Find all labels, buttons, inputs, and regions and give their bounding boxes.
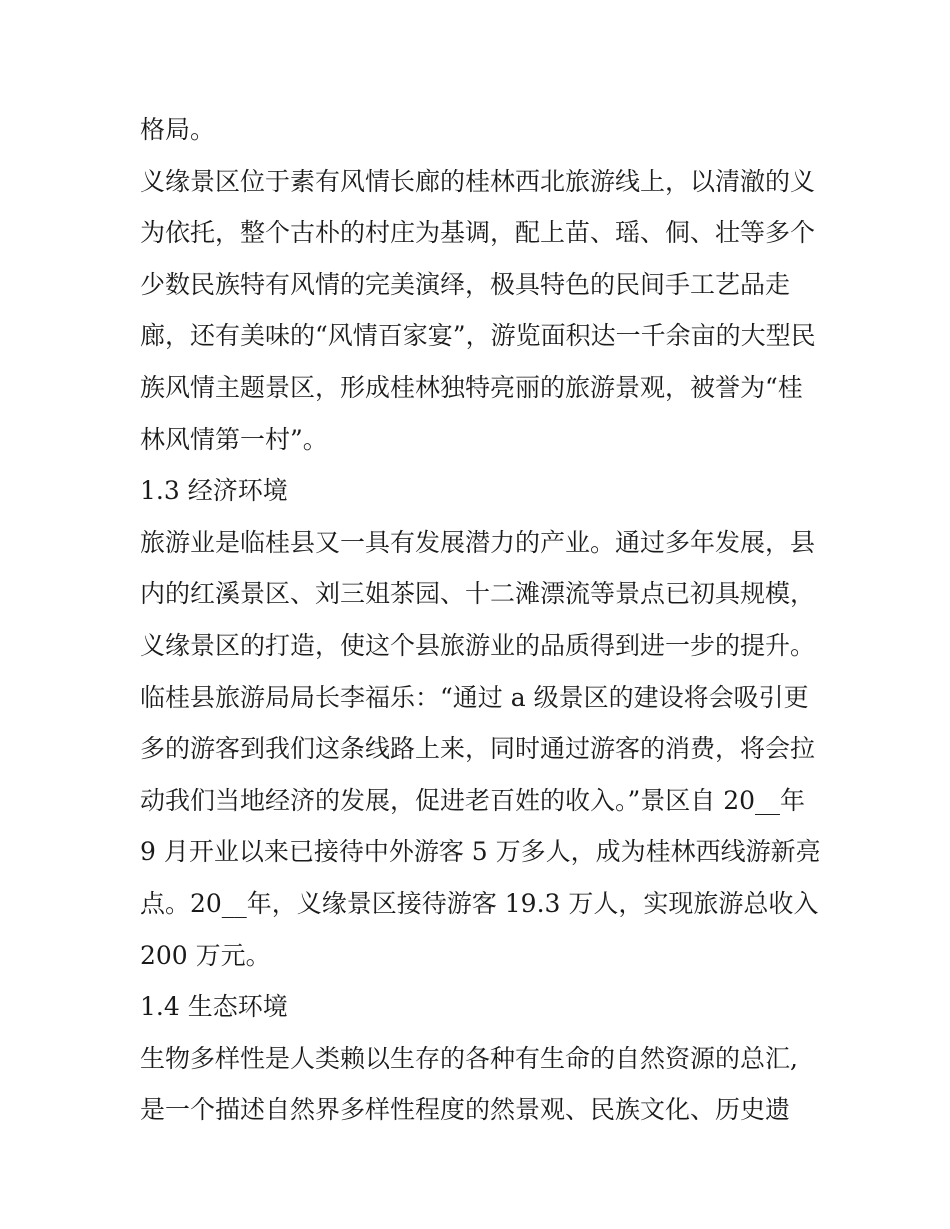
paragraph-line: 点。20__年，义缘景区接待游客 19.3 万人，实现旅游总收入 xyxy=(140,888,819,918)
section-heading: 1.4 生态环境 xyxy=(140,992,288,1022)
paragraph-line: 义缘景区的打造，使这个县旅游业的品质得到进一步的提升。 xyxy=(140,630,816,660)
paragraph-line: 是一个描述自然界多样性程度的然景观、民族文化、历史遗 xyxy=(140,1095,791,1125)
document-body xyxy=(140,104,830,1136)
paragraph-line: 林风情第一村”。 xyxy=(140,424,328,454)
paragraph-line: 廊，还有美味的“风情百家宴”，游览面积达一千余亩的大型民 xyxy=(140,321,816,351)
paragraph-line: 旅游业是临桂县又一具有发展潜力的产业。通过多年发展，县 xyxy=(140,527,816,557)
paragraph-line: 内的红溪景区、刘三姐茶园、十二滩漂流等景点已初具规模， xyxy=(140,579,816,609)
paragraph-line: 格局。 xyxy=(140,115,216,144)
paragraph-line: 族风情主题景区，形成桂林独特亮丽的旅游景观，被誉为“桂 xyxy=(140,372,803,402)
paragraph-line: 临桂县旅游局局长李福乐：“通过 a 级景区的建设将会吸引更 xyxy=(140,682,809,712)
paragraph-line: 动我们当地经济的发展，促进老百姓的收入。”景区自 20__年 xyxy=(140,785,806,815)
paragraph-line: 生物多样性是人类赖以生存的各种有生命的自然资源的总汇, xyxy=(140,1043,798,1073)
paragraph-line: 少数民族特有风情的完美演绎，极具特色的民间手工艺品走 xyxy=(140,269,791,299)
paragraph-line: 9 月开业以来已接待中外游客 5 万多人，成为桂林西线游新亮 xyxy=(140,837,821,867)
paragraph-line: 多的游客到我们这条线路上来，同时通过游客的消费，将会拉 xyxy=(140,734,816,764)
section-heading: 1.3 经济环境 xyxy=(140,476,288,506)
paragraph-line: 义缘景区位于素有风情长廊的桂林西北旅游线上，以清澈的义 xyxy=(140,166,816,196)
paragraph-line: 为依托，整个古朴的村庄为基调，配上苗、瑶、侗、壮等多个 xyxy=(140,218,816,248)
paragraph-line: 200 万元。 xyxy=(140,940,271,970)
